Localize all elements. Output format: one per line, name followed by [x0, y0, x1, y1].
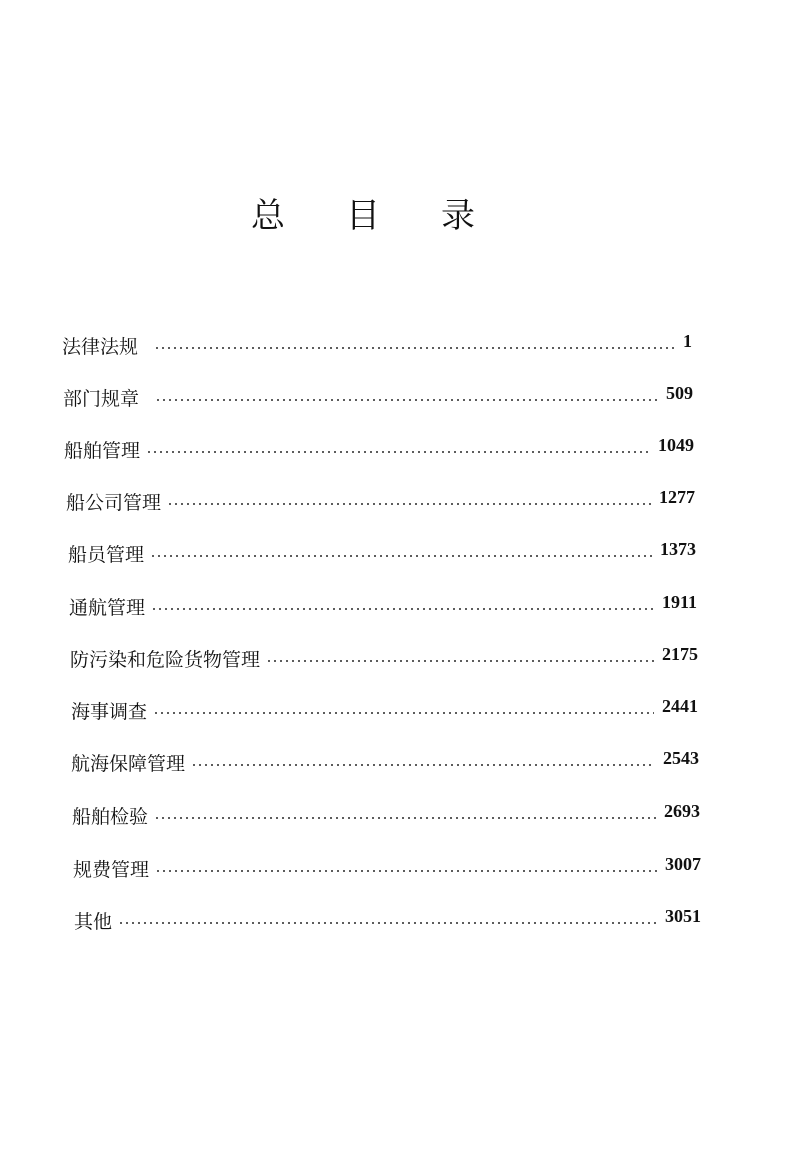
toc-entry-label: 海事调查 [71, 701, 148, 723]
toc-entry-page: 1049 [658, 435, 694, 455]
toc-entry-label: 航海保障管理 [71, 753, 186, 775]
toc-entry-page: 1 [683, 331, 692, 351]
toc-entry[interactable] [69, 594, 697, 620]
toc-entry[interactable] [73, 856, 701, 882]
toc-entry-label: 船舶检验 [72, 806, 149, 828]
toc-entry[interactable] [66, 489, 695, 515]
toc-leader-dots [155, 397, 658, 403]
title-char: 录 [441, 196, 475, 236]
toc-entry-page: 3051 [665, 906, 701, 926]
toc-leader-dots [146, 449, 650, 455]
toc-leader-dots [118, 920, 657, 926]
toc-entry-page: 2441 [662, 696, 698, 716]
toc-entry-label: 其他 [74, 911, 113, 933]
page-title [248, 188, 478, 237]
toc-entry[interactable] [70, 646, 698, 672]
toc-entry-label: 防污染和危险货物管理 [70, 649, 261, 671]
toc-entry-page: 509 [666, 383, 693, 403]
toc-entry[interactable] [68, 541, 696, 567]
toc-leader-dots [266, 658, 654, 664]
toc-leader-dots [154, 815, 656, 821]
toc-leader-dots [153, 710, 654, 716]
toc-entry-page: 1373 [660, 539, 696, 559]
toc-leader-dots [154, 345, 675, 351]
toc-entry-page: 2543 [663, 748, 699, 768]
toc-entry[interactable] [74, 908, 701, 934]
toc-entry-label: 规费管理 [73, 859, 150, 881]
toc-entry[interactable] [64, 437, 694, 463]
toc-entry-page: 2693 [664, 801, 700, 821]
toc-entry-page: 1911 [661, 592, 697, 612]
toc-entry-page: 3007 [665, 854, 701, 874]
toc-entry[interactable] [71, 750, 699, 776]
title-char: 目 [346, 196, 380, 236]
toc-leader-dots [151, 606, 654, 612]
toc-leader-dots [191, 762, 655, 768]
toc-leader-dots [167, 501, 651, 507]
toc-entry-label: 法律法规 [62, 336, 139, 358]
toc-leader-dots [150, 553, 652, 559]
toc-entry-label: 部门规章 [63, 388, 140, 410]
toc-entry[interactable] [62, 333, 692, 359]
toc-entry-label: 船舶管理 [64, 440, 141, 462]
toc-entry[interactable] [63, 385, 693, 411]
title-char: 总 [251, 196, 285, 236]
toc-entry-page: 1277 [659, 487, 695, 507]
toc-entry-page: 2175 [662, 644, 698, 664]
toc-entry-label: 船公司管理 [66, 492, 162, 514]
toc-entry-label: 船员管理 [68, 544, 145, 566]
toc-leader-dots [155, 868, 657, 874]
toc-entry[interactable] [71, 698, 698, 724]
toc-entry-label: 通航管理 [69, 597, 146, 619]
toc-entry[interactable] [72, 803, 700, 829]
